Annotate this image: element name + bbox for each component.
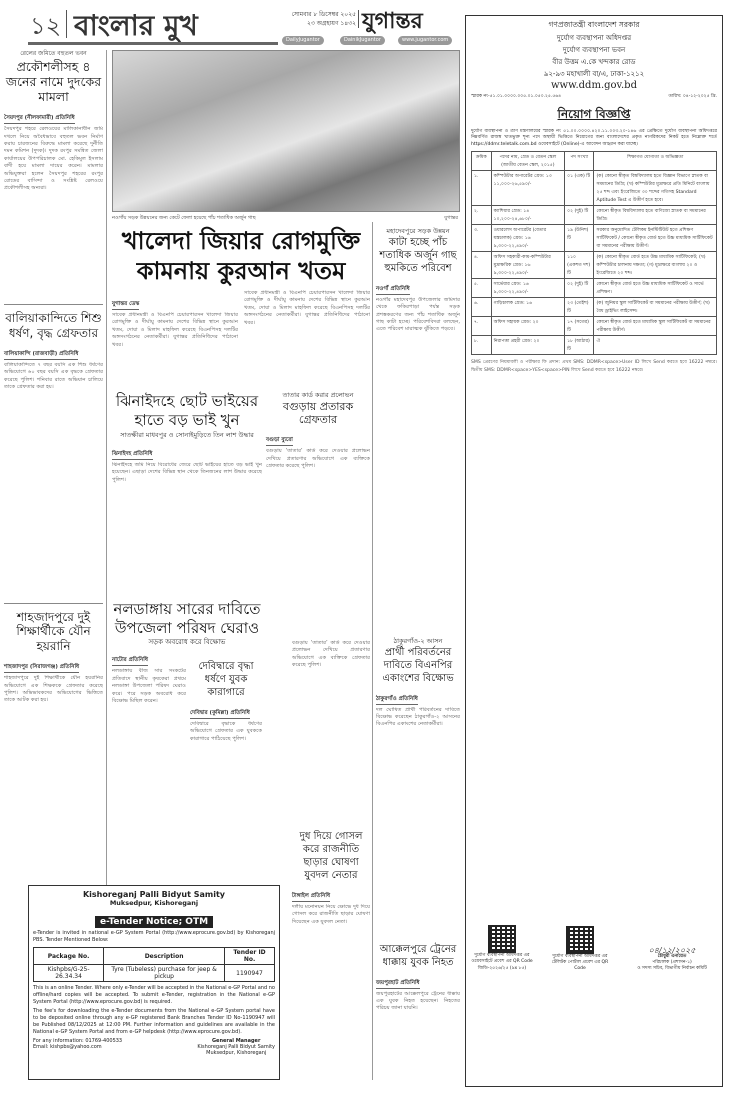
table-row <box>472 171 717 206</box>
table-row <box>472 336 717 355</box>
ad-dept: দুর্যোগ ব্যবস্থাপনা অধিদপ্তর <box>556 34 632 42</box>
table-header: Tender ID No. <box>225 948 275 965</box>
story-body: শাহজাদপুরে দুই শিক্ষার্থীকে যৌন হয়রানির অভিযোগে এক শিক্ষককে গ্রেফতার করেছে পুলিশ। অভিভাবকদের অভিযোগের ভিত্তিতে তাকে আটক করা হয়। <box>4 675 103 704</box>
tender-intro: e-Tender is invited in national e-GP System Portal (http://www.eprocure.gov.bd) by Kishoreganj PBS. Tender Mentioned Below: <box>33 930 275 943</box>
ad-website[interactable]: www.ddm.gov.bd <box>550 80 637 91</box>
cell: ক্যাশিয়ার গ্রেড: ১৪ ১০,২০০-২৪,৬৮০/- <box>491 206 565 225</box>
story-body: নওগাঁর মহাদেবপুর উপজেলার জমিদার থেকে ফকিরপাড়া পর্যন্ত সড়ক প্রশস্তকরণের জন্য পাঁচ শতাধিক অর্জুন গাছ কাটা হচ্ছে। পরিবেশবিদরা বলছেন, এতে পরিবেশ মারাত্মক ঝুঁকিতে পড়বে। <box>376 296 460 333</box>
story-byline: নাটোর প্রতিনিধি <box>112 657 148 666</box>
lead-photo <box>112 50 460 212</box>
table-row <box>472 317 717 336</box>
story-headline: নলডাঙ্গায় সারের দাবিতে উপজেলা পরিষদ ঘেরাও <box>113 600 261 637</box>
ad-address: ৯২-৯৩ মহাখালী বা/এ, ঢাকা-১২১২ <box>543 70 645 78</box>
qr-caption: দুর্যোগ ব্যবস্থাপনা অধিদপ্তর এর টেলিটক পোর্টাল প্রবেশ এর QR Code <box>551 954 609 972</box>
table-header: পদের নাম, গ্রেড ও বেতন স্কেল (জাতীয় বেতন স্কেল, ২০১৫) <box>491 152 565 171</box>
tender-location: Muksedpur, Kishoreganj <box>109 899 199 907</box>
story-kicker: ঠাকুরগাঁও-২ আসন <box>393 636 443 645</box>
logo-divider <box>358 10 359 28</box>
social-dainik-link[interactable]: DainikJugantor <box>340 36 385 45</box>
table-header: পদ সংখ্যা <box>565 152 594 171</box>
bogura-body-continued: বগুড়ায় ‘তাতার’ কার্ড করে দেওয়ার প্রলোভন দেখিয়ে প্রতারণার অভিযোগে এক ব্যক্তিকে গ্রেফতার করেছে পুলিশ। <box>292 640 370 669</box>
table-row <box>472 206 717 225</box>
qr-caption: দুর্যোগ ব্যবস্থাপনা অধিদপ্তর এর ওয়েবসাইটে প্রবেশ এর QR Code <box>471 953 533 965</box>
tender-para1: This is an online Tender. Where only e-Tender will be accepted in the National e-GP Portal and no offline/hard copies will be accepted. To submit e-Tender, registration in the National e-GP System Portal (http://www.eprocure.gov.bd) is required. <box>33 985 275 1005</box>
cell: ঐ <box>594 336 717 355</box>
table-header: শিক্ষাগত যোগ্যতা ও অভিজ্ঞতা <box>594 152 717 171</box>
signature-block <box>627 948 717 972</box>
paper-logo: যুগান্তর <box>362 8 423 34</box>
story-kicker: রেলের জমিতে বহুতল ভবন <box>20 50 87 57</box>
story-headline: দেবিদ্বারে বৃদ্ধা ধর্ষণে যুবক কারাগারে <box>198 661 254 698</box>
signer-title: General Manager <box>211 1038 261 1044</box>
cell: ২৩ (তেইশ) টি <box>565 298 594 317</box>
ad-memo-row <box>471 93 717 100</box>
website-link[interactable]: www.jugantor.com <box>398 36 452 45</box>
cell: ১৯ (উনিশ) টি <box>565 225 594 252</box>
tender-phone: For any information: 01769-400533 <box>33 1038 123 1044</box>
date-bangla: ২৩ অগ্রহায়ণ ১৪৩২ <box>307 20 356 27</box>
social-facebook-link[interactable]: DailyJugantor <box>282 36 324 45</box>
cell: কোনো স্বীকৃত বিশ্ববিদ্যালয় হতে বাণিজ্যে স্নাতক বা সমমানের ডিগ্রি। <box>594 206 717 225</box>
lead-story-col1 <box>112 290 238 394</box>
signer-name: চৌধুরী এনায়েত <box>657 954 687 960</box>
cell: কম্পিউটার অপারেটর গ্রেড: ১৩ ১১,০০০-২৬,৫৯০/- <box>491 171 565 206</box>
sms-instructions: SMS প্রেরণের নিয়মাবলী ও পরীক্ষার ফি প্রদান: প্রথম SMS: DDMR<space>User ID লিখে Send করতে হবে 16222 নম্বরে। দ্বিতীয় SMS: DDMR<space>YES<space>PIN লিখে Send করতে হবে 16222 নম্বরে। <box>471 360 717 373</box>
story-headline: আক্কেলপুরে ট্রেনের ধাক্কায় যুবক নিহত <box>379 943 457 968</box>
signer-org: Kishoreganj Palli Bidyut Samity <box>197 1044 275 1050</box>
column-rule <box>106 50 107 890</box>
signer-title: পরিচালক (প্রশাসন-১) <box>652 960 692 966</box>
cell: গাড়িচালক গ্রেড: ১৬ <box>491 298 565 317</box>
cell: ১. <box>472 171 492 206</box>
story-headline: কাটা হচ্ছে পাঁচ শতাধিক অর্জুন গাছ হুমকিতে পরিবেশ <box>379 236 457 274</box>
story-body: দলীয় মনোনয়ন নিয়ে ক্ষোভে দুধ দিয়ে গোসল করে রাজনীতি ছাড়ার ঘোষণা দিয়েছেন এক যুবদল নেতা। <box>292 904 370 925</box>
story-byline: ঝিনাইদহ প্রতিনিধি <box>112 451 153 460</box>
story-byline: জয়পুরহাট প্রতিনিধি <box>376 980 420 989</box>
cell: ৪. <box>472 252 492 279</box>
story-body: দল ঘোষিত প্রার্থী পরিবর্তনের দাবিতে বিক্ষোভ করেছেন ঠাকুরগাঁও-২ আসনের বিএনপির একাংশের নেতাকর্মীরা। <box>376 706 460 728</box>
table-row <box>472 298 717 317</box>
milk-story <box>292 830 370 1104</box>
story-subhead: সাতক্ষীরা মাধবপুর ও সোনাইমুড়িতে তিন লাশ উদ্ধার <box>120 431 254 439</box>
masthead-divider <box>66 10 67 38</box>
story-kicker: তাতার কার্ড করার প্রলোভন <box>282 391 354 399</box>
table-row <box>472 279 717 298</box>
cell: কোনো স্বীকৃত বোর্ড হতে উচ্চ মাধ্যমিক সার্টিফিকেট ও সার্ভে প্রশিক্ষণ। <box>594 279 717 298</box>
ad-terms <box>471 359 717 919</box>
photo-caption: নওগাঁয় সড়ক উন্নয়নের জন্য কেটে ফেলা হয়েছে পাঁচ শতাধিক অর্জুন গাছ <box>112 215 256 221</box>
story-body: বগুড়ায় ‘তাতার’ কার্ড করে দেওয়ার প্রলোভন দেখিয়ে প্রতারণার অভিযোগে এক ব্যক্তিকে গ্রেফতার করেছে পুলিশ। <box>266 448 370 469</box>
ad-building: দুর্যোগ ব্যবস্থাপনা ভবন <box>562 46 626 54</box>
lead-headline: খালেদা জিয়ার রোগমুক্তি কামনায় কুরআন খতম <box>121 227 361 285</box>
ad-gov: গণপ্রজাতন্ত্রী বাংলাদেশ সরকার <box>548 20 640 29</box>
story-body: ঝিনাইদহে জমি নিয়ে বিরোধের জেরে ছোট ভাইয়ের হাতে বড় ভাই খুন হয়েছেন। এছাড়া দেশের বিভিন্ন স্থান থেকে তিনজনের লাশ উদ্ধার করেছে পুলিশ। <box>112 461 262 483</box>
tender-org: Kishoreganj Palli Bidyut Samity <box>82 890 226 899</box>
package-no: Kishpbs/G-25-26.34.34 <box>34 965 104 982</box>
story-body: সৈয়দপুর শহরে রেলওয়ের মালিকানাধীন জমি দখলে নিয়ে অবৈধভাবে বহুতল ভবন নির্মাণ করায় চারজনের বিরুদ্ধে মামলা করেছে দুর্নীতি দমন কমিশন (দুদক)। দুদক রংপুর সমন্বিত জেলা কার্যালয়ের উপপরিচালক মো. হেকিমুল ইসলাম বাদী হয়ে মামলা দায়ের করেন। মামলার অভিযুক্তরা হলেন সৈয়দপুর শহরের রংপুর রোডের বাসিন্দা ও সংশ্লিষ্ট রেলওয়ে প্রকৌশলীসহ অন্যরা। <box>4 126 103 192</box>
tender-email[interactable]: Email: kishpbs@yahoo.com <box>33 1044 102 1050</box>
lead-body-continued: সাবেক প্রধানমন্ত্রী ও বিএনপি চেয়ারপারসন খালেদা জিয়ার রোগমুক্তি ও দীর্ঘায়ু কামনায় দেশের বিভিন্ন স্থানে কুরআন খতম, দোয়া ও মিলাদ মাহফিল করেছে বিএনপিসহ দলটির অঙ্গসংগঠনের নেতাকর্মীরা। যুগান্তর প্রতিনিধিদের পাঠানো খবর। <box>244 290 370 326</box>
qr-website <box>471 925 533 972</box>
cell: ৩. <box>472 225 492 252</box>
memo-date: তারিখ: ০৪-১২-২০২৫ খ্রি. <box>668 94 717 99</box>
tender-title: e-Tender Notice; OTM <box>95 916 213 928</box>
cell: নিরাপত্তা প্রহরী গ্রেড: ২০ <box>491 336 565 355</box>
story-headline: বগুড়ায় প্রতারক গ্রেফতার <box>282 399 354 426</box>
ad-road: বীর উত্তম এ.কে খন্দকার রোড <box>552 58 636 66</box>
section-title: বাংলার মুখ <box>74 9 198 42</box>
story-headline: শাহজাদপুরে দুই শিক্ষার্থীকে যৌন হয়রানি <box>16 609 91 653</box>
story-byline: দেবিদ্বার (কুমিল্লা) প্রতিনিধি <box>190 710 250 719</box>
lead-body: সাবেক প্রধানমন্ত্রী ও বিএনপি চেয়ারপারসন খালেদা জিয়ার রোগমুক্তি ও দীর্ঘায়ু কামনায় দেশের বিভিন্ন স্থানে কুরআন খতম, দোয়া ও মিলাদ মাহফিল করেছে বিএনপিসহ দলটির অঙ্গসংগঠনের নেতাকর্মীরা। যুগান্তর প্রতিনিধিদের পাঠানো খবর। <box>112 312 238 348</box>
story-headline: প্রার্থী পরিবর্তনের দাবিতে বিএনপির একাংশের বিক্ষোভ <box>382 646 454 684</box>
signer-role: ও সদস্য সচিব, বিভাগীয় নির্বাচন কমিটি <box>637 966 707 972</box>
cell: ০২ (দুই) টি <box>565 279 594 298</box>
tender-para2: The fee's for downloading the e-Tender documents from the National e-GP System portal have to be deposited online through any e-GP registered Bank Branches Tender ID No-1190947 will be Published 08/12/2025 at 12:00 PM. Further information and guidelines are available in the National e-GP System Portal and from e-GP helpdesk (http://www.eprocure.gov.bd). <box>33 1008 275 1035</box>
table-header: Description <box>104 948 225 965</box>
story-byline: ঠাকুরগাঁও প্রতিনিধি <box>376 696 418 705</box>
cell: ১১০ (একশত দশ) টি <box>565 252 594 279</box>
cell: সার্ভেয়ার গ্রেড: ১৬ ৯,৩০০-২২,৪৯০/- <box>491 279 565 298</box>
cell: ২. <box>472 206 492 225</box>
story-body: নলডাঙ্গায় বীজ সার সংকটের প্রতিবাদে স্থানীয় কৃষকেরা প্রথমে নলডাঙ্গা উপজেলা পরিষদ ঘেরাও করে। পরে সড়ক অবরোধ করে বিক্ষোভ মিছিল করেন। <box>112 668 186 705</box>
qr-code-icon[interactable] <box>566 926 594 954</box>
ad-intro: দুর্যোগ ব্যবস্থাপনা ও ত্রাণ মন্ত্রণালয়ের স্মারক নং ৫১.০০.০০০০.৪২০.১১.০০৩.২০-১৪৬ এর প্রেক্ষিতে দুর্যোগ ব্যবস্থাপনা অধিদপ্তরে নিম্নবর্ণিত রাজস্ব খাতভুক্ত শূন্য পদে অস্থায়ী ভিত্তিতে নিয়োগের জন্য বাংলাদেশের প্রকৃত নাগরিকদের নিকট হতে নিম্নোক্ত শর্তে https://ddmr.teletalk.com.bd ওয়েবসাইটে (Online)-এ আবেদন আহ্বান করা যাচ্ছে। <box>471 129 717 147</box>
table-row <box>472 225 717 252</box>
cell: ৫. <box>472 279 492 298</box>
story-byline: সৈয়দপুর (নীলফামারী) প্রতিনিধি <box>4 115 75 124</box>
memo-number: স্মারক নং-৫১.০১.০০০০.০০৫.০১.০৫০.২৫.৫৬৪ <box>471 94 562 99</box>
tender-footer <box>33 1038 275 1056</box>
cell: ৭. <box>472 317 492 336</box>
story-headline: প্রকৌশলীসহ ৪ জনের নামে দুদকের মামলা <box>5 59 102 105</box>
cell: সরকার অনুমোদিত টেলিকম ইনস্টিটিউট হতে প্রশিক্ষণ সার্টিফিকেট / কোনো স্বীকৃত বোর্ড হতে উচ্চ মাধ্যমিক সার্টিফিকেট বা সমমানের পরীক্ষায় উত্তীর্ণ। <box>594 225 717 252</box>
story-subhead: সড়ক অবরোধ করে বিক্ষোভ <box>148 638 226 646</box>
jhenaidah-story <box>112 392 262 572</box>
story-body: দেবিদ্বারে বৃদ্ধাকে ধর্ষণের অভিযোগে গ্রেফতার এক যুবককে কারাগারে পাঠিয়েছে পুলিশ। <box>190 721 262 742</box>
date-gregorian: সোমবার ৮ ডিসেম্বর ২০২৫ <box>291 11 356 18</box>
cell: ৬. <box>472 298 492 317</box>
cell: ০১ (এক) টি <box>565 171 594 206</box>
story-headline: বালিয়াকান্দিতে শিশু ধর্ষণ, বৃদ্ধ গ্রেফতার <box>5 311 102 340</box>
table-header: Package No. <box>34 948 104 965</box>
story-kicker: মহাদেবপুরে সড়ক উন্নয়ন <box>386 227 450 235</box>
ad-footer <box>471 925 717 972</box>
date-block <box>270 10 356 28</box>
table-row <box>34 965 275 982</box>
page-number: ১২ <box>30 12 62 40</box>
debidwar-story <box>190 660 262 791</box>
cell: ১৮ (আঠার) টি <box>565 336 594 355</box>
story-byline: বগুড়া ব্যুরো <box>266 437 293 446</box>
signature-date: ০৪/১২/২০২৫ <box>648 946 696 956</box>
job-ad <box>465 15 723 1087</box>
cell: ওয়ারলেস অপারেটর (বেতার যন্ত্রচালক) গ্রেড: ১৬ ৯,৩০০-২২,৪৯০/- <box>491 225 565 252</box>
story-byline: নওগাঁ প্রতিনিধি <box>376 286 410 295</box>
story-headline: ঝিনাইদহে ছোট ভাইয়ের হাতে বড় ভাই খুন <box>115 392 259 429</box>
story-divider <box>4 304 103 305</box>
cell: (ক) কোনো স্বীকৃত বোর্ড হতে উচ্চ মাধ্যমিক সার্টিফিকেট; (খ) কম্পিউটার চালনায় দক্ষতা; (গ) মুদ্রাক্ষরে বাংলায় ২০ ও ইংরেজিতে ২০ শব্দ। <box>594 252 717 279</box>
column-rule <box>372 222 373 1080</box>
tender-id: 1190947 <box>225 965 275 982</box>
cell: অফিস সহকারী-কাম-কম্পিউটার মুদ্রাক্ষরিক গ্রেড: ১৬ ৯,৩০০-২২,৪৯০/- <box>491 252 565 279</box>
description: Tyre (Tubeless) purchase for jeep & pickup <box>104 965 225 982</box>
lead-byline: যুগান্তর ডেস্ক <box>112 301 139 310</box>
story-body: জয়পুরহাটের আক্কেলপুরে ট্রেনের ধাক্কায় এক যুবক নিহত হয়েছেন। নিহতের পরিচয় জানা যায়নি। <box>376 990 460 1012</box>
vacancy-table <box>471 151 717 355</box>
ad-reference: জিডি-২৫২৬/২৫ (৯x ৮৫) <box>477 966 527 972</box>
ad-title: নিয়োগ বিজ্ঞপ্তি <box>557 107 631 121</box>
story-headline: দুধ দিয়ে গোসল করে রাজনীতি ছাড়ার ঘোষণা যুবদল নেতার <box>299 831 363 881</box>
cell: (ক) জুনিয়র স্কুল সার্টিফিকেট বা সমমানের পরীক্ষায় উত্তীর্ণ; (খ) বৈধ ড্রাইভিং লাইসেন্স। <box>594 298 717 317</box>
photo-credit: যুগান্তর <box>444 215 458 221</box>
story-divider <box>4 603 103 604</box>
tender-ad <box>28 885 280 1080</box>
tender-table <box>33 947 275 982</box>
qr-teletalk <box>549 926 611 972</box>
table-header: ক্রমিক <box>472 152 492 171</box>
masthead-rule <box>28 42 278 45</box>
story-byline: টাঙ্গাইল প্রতিনিধি <box>292 893 330 902</box>
story-byline: শাহজাদপুর (সিরাজগঞ্জ) প্রতিনিধি <box>4 664 79 673</box>
cell: ৮. <box>472 336 492 355</box>
right-column <box>376 228 460 1081</box>
cell: (ক) কোনো স্বীকৃত বিশ্ববিদ্যালয় হতে বিজ্ঞান বিভাগে স্নাতক বা সমমানের ডিগ্রি; (খ) কম্পিউটার মুদ্রাক্ষরে প্রতি মিনিটে বাংলায় ২৫ শব্দ এবং ইংরেজিতে ৩০ শব্দের গতিসহ Standard Aptitude Test এ উত্তীর্ণ হতে হবে। <box>594 171 717 206</box>
signer-location: Muksedpur, Kishoreganj <box>206 1050 267 1056</box>
story-byline: বালিয়াকান্দি (রাজবাড়ী) প্রতিনিধি <box>4 351 78 360</box>
table-row <box>472 252 717 279</box>
cell: ০২ (দুই) টি <box>565 206 594 225</box>
left-column <box>4 50 103 815</box>
qr-code-icon[interactable] <box>488 925 516 953</box>
cell: অফিস সহায়ক গ্রেড: ২০ <box>491 317 565 336</box>
cell: কোনো স্বীকৃত বোর্ড হতে মাধ্যমিক স্কুল সার্টিফিকেট বা সমমানের পরীক্ষায় উত্তীর্ণ। <box>594 317 717 336</box>
story-body: বালিয়াকান্দিতে ৭ বছর বয়সি এক শিশু ধর্ষণের অভিযোগে ৬০ বছর বয়সি এক বৃদ্ধকে গ্রেফতার করেছে পুলিশ। শনিবার রাতে অভিযান চালিয়ে তাকে গ্রেফতার করা হয়। <box>4 361 103 391</box>
cell: ১৭ (সতের) টি <box>565 317 594 336</box>
